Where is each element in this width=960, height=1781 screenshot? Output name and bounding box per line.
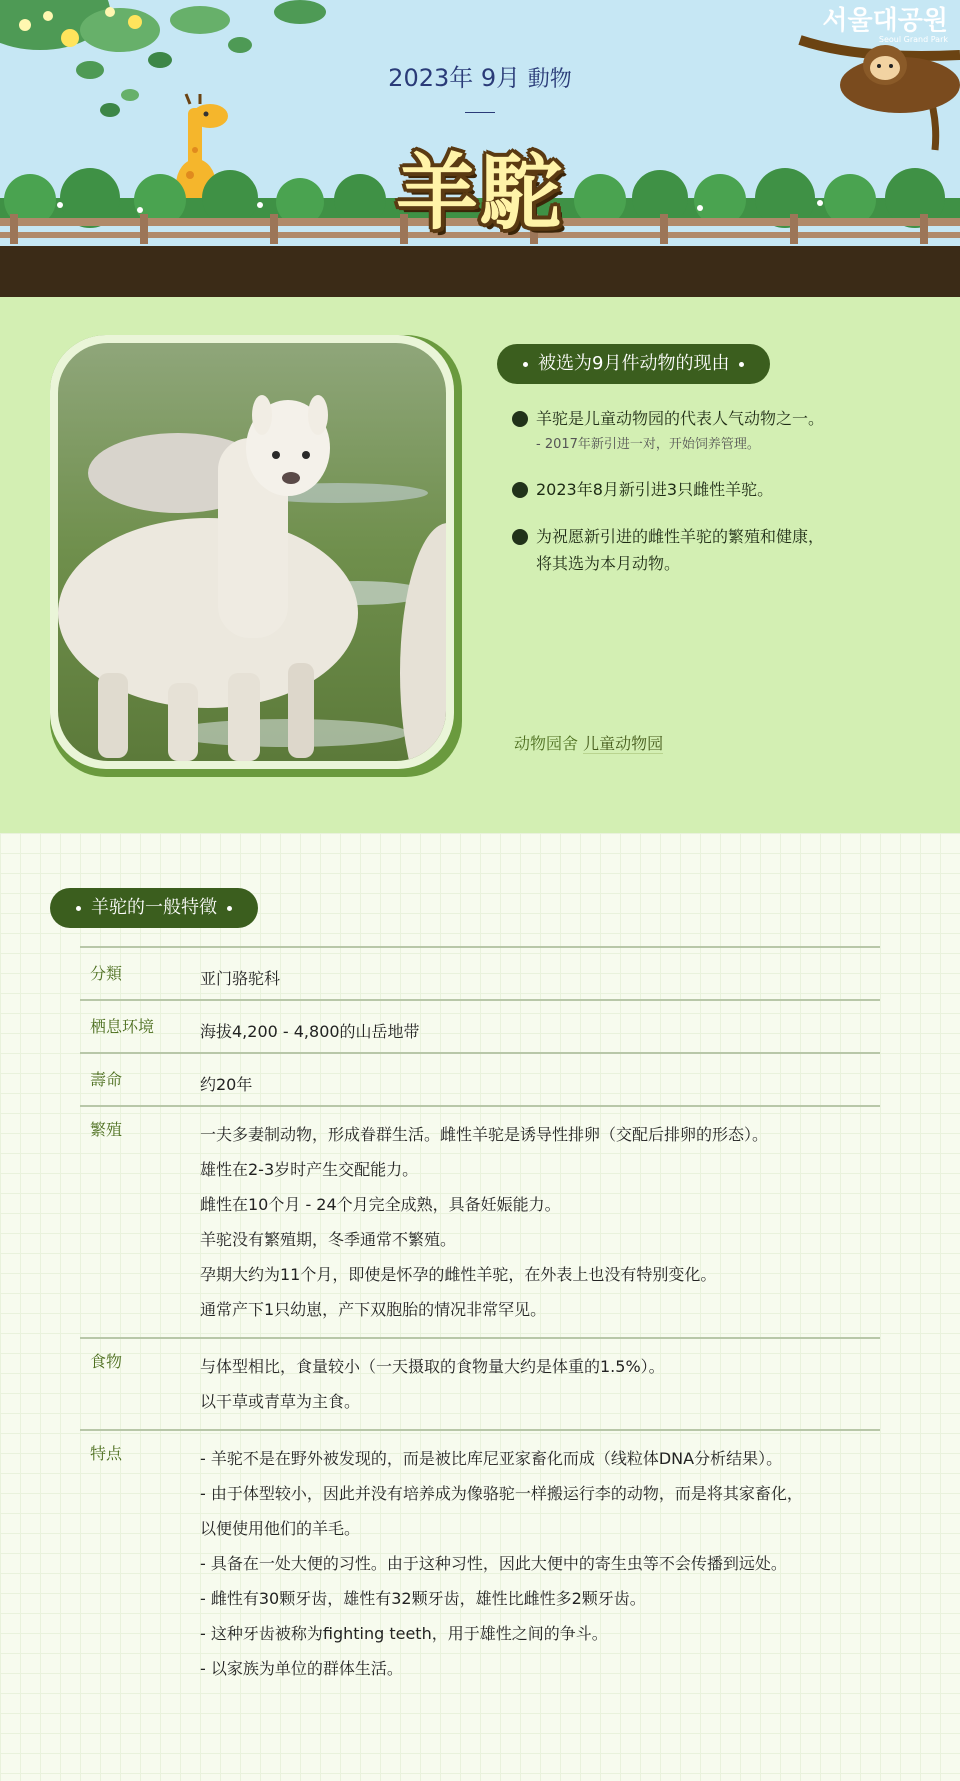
- location-label: 动物园舍: [514, 734, 579, 753]
- trait-line: - 具备在一处大便的习性。由于这种习性，因此大便中的寄生虫等不会传播到远处。: [200, 1554, 787, 1573]
- location-value: 儿童动物园: [583, 734, 664, 753]
- trait-line: 羊驼没有繁殖期，冬季通常不繁殖。: [200, 1230, 457, 1249]
- list-item: [512, 523, 932, 577]
- trait-key: 食物: [80, 1338, 200, 1430]
- trait-line: 雄性在2-3岁时产生交配能力。: [200, 1160, 419, 1179]
- reason-text-line2: 将其选为本月动物。: [536, 554, 681, 573]
- trait-line: 通常产下1只幼崽，产下双胞胎的情况非常罕见。: [200, 1300, 547, 1319]
- photo-frame: [50, 335, 454, 769]
- bullet-icon: [512, 482, 528, 498]
- header-banner: [0, 0, 960, 297]
- issue-category: 動物: [527, 67, 572, 92]
- issue-date: 2023年 9月: [388, 64, 521, 92]
- trait-line: 以干草或青草为主食。: [200, 1392, 361, 1411]
- photo-card: [50, 335, 462, 777]
- alpaca-photo: [58, 343, 446, 761]
- trait-key: 特点: [80, 1430, 200, 1696]
- list-item: [512, 405, 932, 456]
- pill-dot-right: [227, 906, 232, 911]
- trait-line: 海拔4,200 - 4,800的山岳地带: [200, 1022, 420, 1041]
- reason-title-pill: [497, 344, 770, 384]
- reason-list: [512, 405, 932, 597]
- reason-subtext: - 2017年新引进一对，开始饲养管理。: [536, 437, 760, 452]
- traits-section: [0, 833, 960, 1781]
- bullet-icon: [512, 411, 528, 427]
- trait-line: - 以家族为单位的群体生活。: [200, 1659, 403, 1678]
- table-row: [80, 1430, 880, 1696]
- trait-value: [200, 947, 880, 1000]
- trait-value: [200, 1053, 880, 1106]
- enclosure-location: [514, 731, 663, 754]
- trait-line: - 羊驼不是在野外被发现的，而是被比库尼亚家畜化而成（线粒体DNA分析结果）。: [200, 1449, 783, 1468]
- ground-strip: [0, 246, 960, 297]
- traits-title-pill: [50, 888, 258, 928]
- table-row: [80, 1000, 880, 1053]
- trait-line: 约20年: [200, 1075, 253, 1094]
- reason-text: 为祝愿新引进的雌性羊驼的繁殖和健康，: [536, 527, 825, 546]
- trait-line: 以便使用他们的羊毛。: [200, 1519, 361, 1538]
- trait-key: 繁殖: [80, 1106, 200, 1338]
- trait-key: 栖息环境: [80, 1000, 200, 1053]
- park-logo[interactable]: [822, 8, 948, 44]
- traits-table: [80, 946, 880, 1696]
- reason-title: 被选为9月件动物的现由: [538, 353, 730, 374]
- pill-dot-left: [523, 362, 528, 367]
- reason-text: 羊驼是儿童动物园的代表人气动物之一。: [536, 409, 825, 428]
- reason-text: 2023年8月新引进3只雌性羊驼。: [536, 480, 774, 499]
- trait-value: [200, 1106, 880, 1338]
- pill-dot-right: [739, 362, 744, 367]
- trait-key: 壽命: [80, 1053, 200, 1106]
- trait-line: - 由于体型较小，因此并没有培养成为像骆驼一样搬运行李的动物，而是将其家畜化，: [200, 1484, 803, 1503]
- trait-line: 亚门骆驼科: [200, 969, 281, 988]
- table-row: [80, 1106, 880, 1338]
- title-divider: [465, 112, 495, 113]
- trait-line: - 这种牙齿被称为fighting teeth，用于雄性之间的争斗。: [200, 1624, 608, 1643]
- intro-section: [0, 297, 960, 833]
- trait-line: 雌性在10个月 - 24个月完全成熟，具备妊娠能力。: [200, 1195, 561, 1214]
- trait-line: - 雌性有30颗牙齿，雄性有32颗牙齿，雄性比雌性多2颗牙齿。: [200, 1589, 646, 1608]
- trait-value: [200, 1430, 880, 1696]
- list-item: [512, 476, 932, 503]
- trait-value: [200, 1000, 880, 1053]
- pill-dot-left: [76, 906, 81, 911]
- trait-line: 一夫多妻制动物，形成眷群生活。雌性羊驼是诱导性排卵（交配后排卵的形态）。: [200, 1125, 769, 1144]
- park-logo-subtext: Seoul Grand Park: [878, 35, 948, 44]
- table-row: [80, 1338, 880, 1430]
- trait-line: 与体型相比，食量较小（一天摄取的食物量大约是体重的1.5%）。: [200, 1357, 665, 1376]
- traits-title: 羊驼的一般特徵: [91, 897, 217, 918]
- page-title: 羊駝: [395, 146, 564, 241]
- table-row: [80, 947, 880, 1000]
- table-row: [80, 1053, 880, 1106]
- bullet-icon: [512, 529, 528, 545]
- issue-eyebrow: [0, 58, 960, 93]
- trait-line: 孕期大约为11个月，即使是怀孕的雌性羊驼，在外表上也没有特别变化。: [200, 1265, 717, 1284]
- trait-key: 分類: [80, 947, 200, 1000]
- trait-value: [200, 1338, 880, 1430]
- park-logo-text: 서울대공원: [822, 6, 948, 36]
